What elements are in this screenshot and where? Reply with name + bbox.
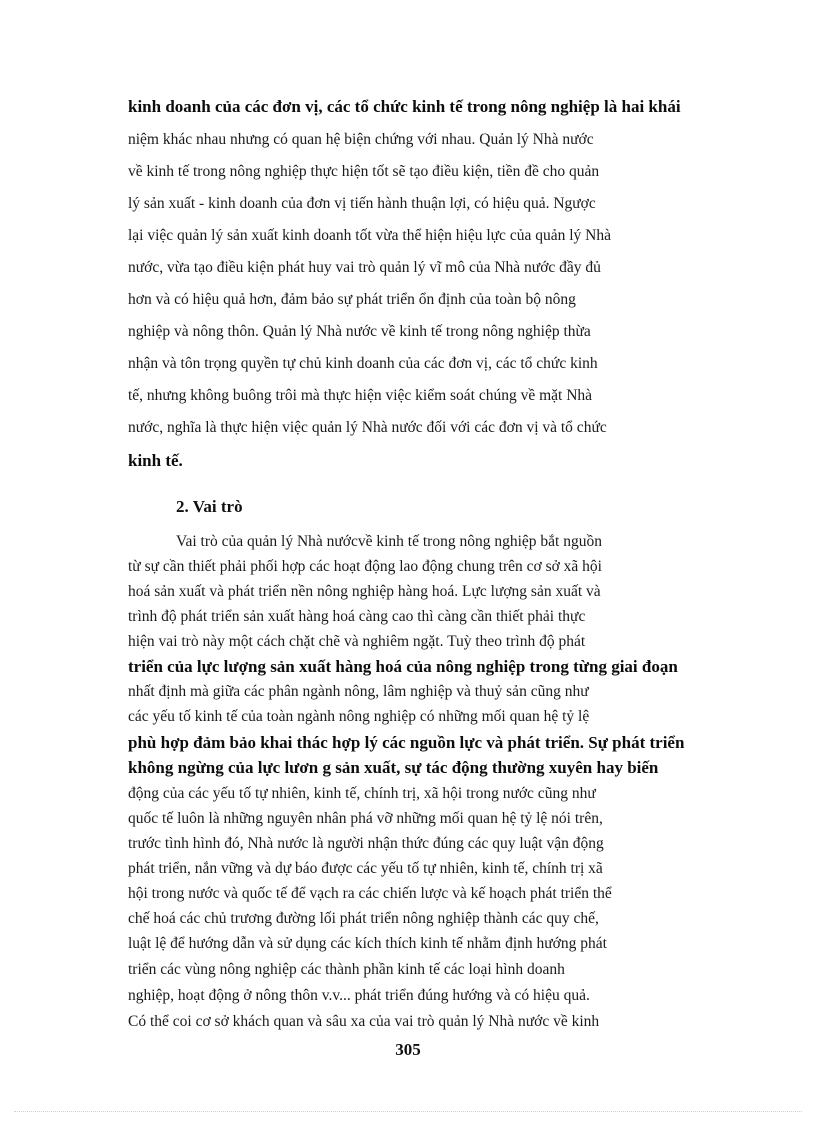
paragraph-line: chế hoá các chủ trương đường lối phát triển nông nghiệp thành các quy chế,	[128, 910, 599, 927]
paragraph-line: nước, nghĩa là thực hiện việc quản lý Nhà nước đối với các đơn vị và tổ chức	[128, 419, 607, 436]
paragraph-line: động của các yếu tố tự nhiên, kinh tế, chính trị, xã hội trong nước cũng như	[128, 785, 596, 802]
paragraph-line: về kinh tế trong nông nghiệp thực hiện tốt sẽ tạo điều kiện, tiền đề cho quản	[128, 163, 600, 180]
paragraph-line: Vai trò của quản lý Nhà nướcvề kinh tế trong nông nghiệp bắt nguồn	[176, 533, 602, 550]
paragraph-line: nhất định mà giữa các phân ngành nông, lâm nghiệp và thuỷ sản cũng như	[128, 683, 589, 700]
paragraph-line: nhận và tôn trọng quyền tự chủ kinh doanh của các đơn vị, các tổ chức kinh	[128, 355, 598, 372]
paragraph-line: trình độ phát triển sản xuất hàng hoá càng cao thì càng cần thiết phải thực	[128, 608, 586, 625]
paragraph-line: hiện vai trò này một cách chặt chẽ và nghiêm ngặt. Tuỳ theo trình độ phát	[128, 633, 586, 650]
paragraph-line: kinh tế.	[128, 451, 183, 470]
paragraph-line: lý sản xuất - kinh doanh của đơn vị tiến hành thuận lợi, có hiệu quả. Ngược	[128, 195, 596, 212]
paragraph-line: triển của lực lượng sản xuất hàng hoá của nông nghiệp trong từng giai đoạn	[128, 657, 678, 676]
paragraph-line: nước, vừa tạo điều kiện phát huy vai trò quản lý vĩ mô của Nhà nước đầy đủ	[128, 259, 601, 276]
paragraph-line: từ sự cần thiết phải phối hợp các hoạt động lao động chung trên cơ sở xã hội	[128, 558, 602, 575]
paragraph-line: luật lệ để hướng dẫn và sử dụng các kích thích kinh tế nhằm định hướng phát	[128, 935, 607, 952]
paragraph-line: nghiệp, hoạt động ở nông thôn v.v... phát triển đúng hướng và có hiệu quả.	[128, 987, 590, 1004]
paragraph-line: không ngừng của lực lươn g sản xuất, sự tác động thường xuyên hay biến	[128, 758, 659, 777]
paragraph-line: phù hợp đảm bảo khai thác hợp lý các nguồn lực và phát triển. Sự phát triển	[128, 733, 685, 752]
paragraph-line: phát triển, nắn vững và dự báo được các yếu tố tự nhiên, kinh tế, chính trị xã	[128, 860, 603, 877]
paragraph-line: triển các vùng nông nghiệp các thành phần kinh tế các loại hình doanh	[128, 961, 565, 978]
paragraph-line: tế, nhưng không buông trôi mà thực hiện việc kiểm soát chúng về mặt Nhà	[128, 387, 593, 404]
paragraph-line: nghiệp và nông thôn. Quản lý Nhà nước về kinh tế trong nông nghiệp thừa	[128, 323, 591, 340]
page-number: 305	[395, 1040, 421, 1059]
paragraph-line: trước tình hình đó, Nhà nước là người nhận thức đúng các quy luật vận động	[128, 835, 604, 852]
paragraph-line: Có thể coi cơ sở khách quan và sâu xa của vai trò quản lý Nhà nước về kinh	[128, 1013, 600, 1030]
paragraph-line: hội trong nước và quốc tế để vạch ra các chiến lược và kế hoạch phát triển thể	[128, 885, 612, 902]
paragraph-line: các yếu tố kinh tế của toàn ngành nông nghiệp có những mối quan hệ tỷ lệ	[128, 708, 590, 725]
paragraph-line: hơn và có hiệu quả hơn, đảm bảo sự phát triển ổn định của toàn bộ nông	[128, 291, 576, 308]
section-heading: 2. Vai trò	[176, 497, 243, 516]
paragraph-line: kinh doanh của các đơn vị, các tổ chức kinh tế trong nông nghiệp là hai khái	[128, 97, 681, 116]
page-edge-divider	[14, 1111, 802, 1112]
paragraph-line: hoá sản xuất và phát triển nền nông nghiệp hàng hoá. Lực lượng sản xuất và	[128, 583, 601, 600]
paragraph-line: niệm khác nhau nhưng có quan hệ biện chứng với nhau. Quản lý Nhà nước	[128, 131, 594, 148]
paragraph-line: quốc tế luôn là những nguyên nhân phá vỡ những mối quan hệ tỷ lệ nói trên,	[128, 810, 603, 827]
paragraph-line: lại việc quản lý sản xuất kinh doanh tốt vừa thể hiện hiệu lực của quản lý Nhà	[128, 227, 611, 244]
